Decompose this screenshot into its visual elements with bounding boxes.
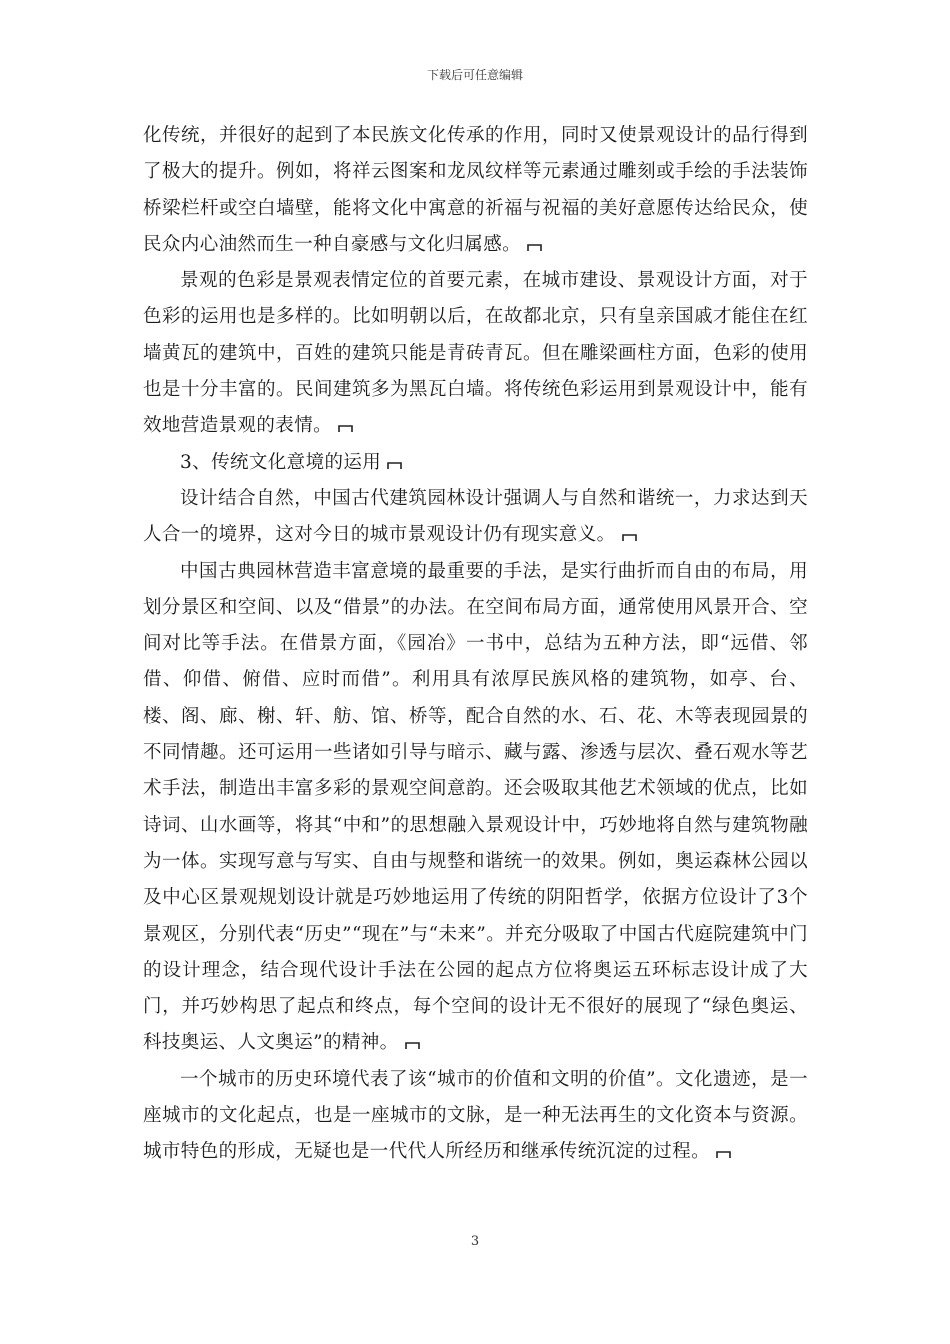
- section-heading-text: 3、传统文化意境的运用: [180, 451, 382, 473]
- paragraph-3: [143, 481, 808, 554]
- paragraph-1: [143, 118, 808, 263]
- paragraph-mark-icon: [622, 533, 637, 541]
- paragraph-text: 设计结合自然，中国古代建筑园林设计强调人与自然和谐统一，力求达到天人合一的境界，这对今日的城市景观设计仍有现实意义。: [143, 487, 808, 546]
- paragraph-5: [143, 1062, 808, 1171]
- section-heading: [143, 445, 808, 481]
- paragraph-mark-icon: [338, 424, 353, 432]
- paragraph-mark-icon: [716, 1150, 731, 1158]
- paragraph-2: [143, 263, 808, 444]
- paragraph-mark-icon: [405, 1041, 420, 1049]
- paragraph-4: [143, 554, 808, 1062]
- document-body: [143, 118, 808, 1171]
- paragraph-text: 化传统，并很好的起到了本民族文化传承的作用，同时又使景观设计的品行得到了极大的提升。例如，将祥云图案和龙凤纹样等元素通过雕刻或手绘的手法装饰桥梁栏杆或空白墙壁，能将文化中寓意的祈福与祝福的美好意愿传达给民众，使民众内心油然而生一种自豪感与文化归属感。: [143, 125, 808, 255]
- page-number: 3: [470, 1234, 480, 1249]
- paragraph-text: 景观的色彩是景观表情定位的首要元素，在城市建设、景观设计方面，对于色彩的运用也是多样的。比如明朝以后，在故都北京，只有皇亲国戚才能住在红墙黄瓦的建筑中，百姓的建筑只能是青砖青瓦。但在雕梁画柱方面，色彩的使用也是十分丰富的。民间建筑多为黑瓦白墙。将传统色彩运用到景观设计中，能有效地营造景观的表情。: [143, 270, 808, 437]
- paragraph-mark-icon: [387, 461, 402, 469]
- page-header: 下载后可任意编辑: [426, 68, 523, 82]
- paragraph-mark-icon: [527, 243, 542, 251]
- paragraph-text: 中国古典园林营造丰富意境的最重要的手法，是实行曲折而自由的布局，用划分景区和空间、以及“借景”的办法。在空间布局方面，通常使用风景开合、空间对比等手法。在借景方面，《园冶》一书中，总结为五种方法，即“远借、邻借、仰借、俯借、应时而借”。利用具有浓厚民族风格的建筑物，如亭、台、楼、阁、廊、榭、轩、舫、馆、桥等，配合自然的水、石、花、木等表现园景的不同情趣。还可运用一些诸如引导与暗示、藏与露、渗透与层次、叠石观水等艺术手法，制造出丰富多彩的景观空间意韵。还会吸取其他艺术领域的优点，比如诗词、山水画等，将其“中和”的思想融入景观设计中，巧妙地将自然与建筑物融为一体。实现写意与写实、自由与规整和谐统一的效果。例如，奥运森林公园以及中心区景观规划设计就是巧妙地运用了传统的阴阳哲学，依据方位设计了3个景观区，分别代表“历史”“现在”与“未来”。并充分吸取了中国古代庭院建筑中门的设计理念，结合现代设计手法在公园的起点方位将奥运五环标志设计成了大门，并巧妙构思了起点和终点，每个空间的设计无不很好的展现了“绿色奥运、科技奥运、人文奥运”的精神。: [143, 560, 808, 1054]
- paragraph-text: 一个城市的历史环境代表了该“城市的价值和文明的价值”。文化遗迹，是一座城市的文化起点，也是一座城市的文脉，是一种无法再生的文化资本与资源。城市特色的形成，无疑也是一代代人所经历和继承传统沉淀的过程。: [143, 1068, 808, 1163]
